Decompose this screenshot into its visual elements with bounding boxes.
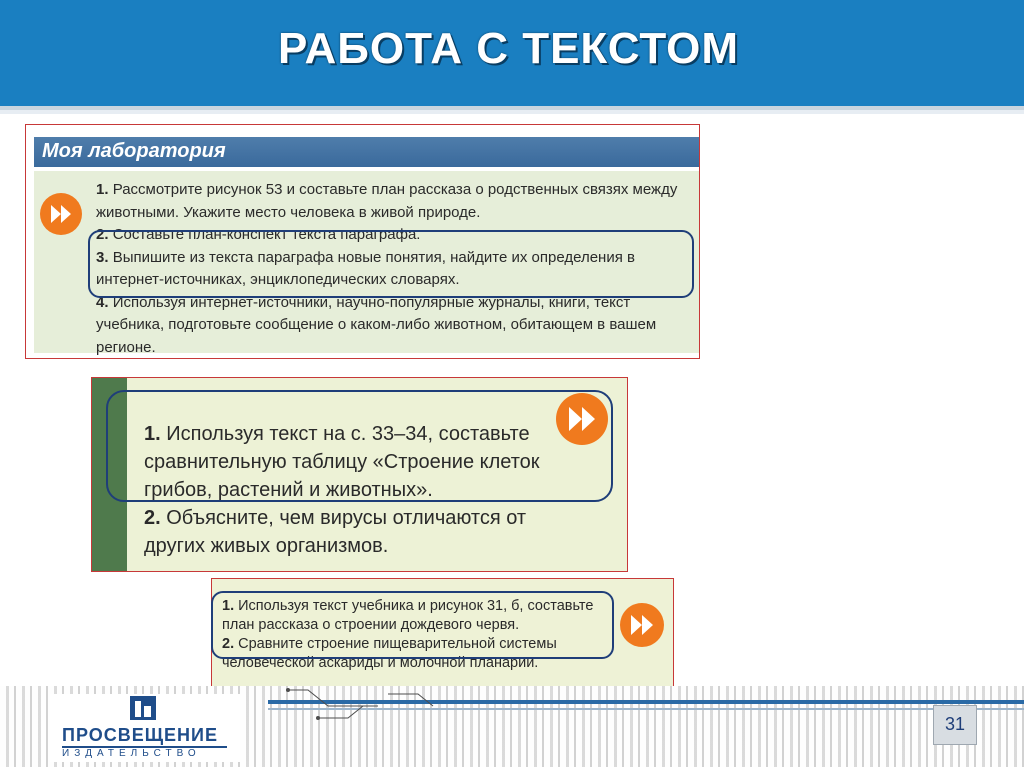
list-item: 1. Используя текст на с. 33–34, составьте сравнительную таблицу «Строение клеток грибов, растений и животных». <box>144 423 540 501</box>
list-item: 3. Выпишите из текста параграфа новые понятия, найдите их определения в интернет-источниках, энциклопедических словарях. <box>96 248 635 288</box>
list-item: 1. Используя текст учебника и рисунок 31, б, составьте план рассказа о строении дождевого червя. <box>222 598 594 633</box>
fast-forward-icon <box>620 603 664 647</box>
list-item: 2. Составьте план-конспект текста параграфа. <box>96 226 421 243</box>
lab-panel-title-bar <box>34 137 699 167</box>
highlight-frame <box>211 591 614 659</box>
header-divider <box>0 110 1024 114</box>
publisher-logo-icon <box>128 694 158 722</box>
highlight-frame <box>106 390 613 502</box>
highlight-frame <box>88 230 694 298</box>
page-number: 31 <box>944 714 966 734</box>
list-item: 1. Рассмотрите рисунок 53 и составьте план рассказа о родственных связях между животными. Укажите место человека в живой природе. <box>96 181 678 221</box>
slide-footer <box>0 686 1024 767</box>
publisher-name: ПРОСВЕЩЕНИЕ <box>62 725 219 745</box>
page-number-badge <box>933 705 977 745</box>
publisher-logo <box>50 694 240 762</box>
publisher-subtitle: ИЗДАТЕЛЬСТВО <box>62 748 201 759</box>
fast-forward-icon <box>40 193 82 235</box>
slide-header <box>0 0 1024 112</box>
lab-panel-title: Моя лаборатория <box>42 140 226 162</box>
list-item: 2. Объясните, чем вирусы отличаются от других живых организмов. <box>144 507 527 557</box>
list-item: 4. Используя интернет-источники, научно-популярные журналы, книги, текст учебника, подготовьте сообщение о каком-либо животном, обитающем в вашем регионе. <box>96 293 657 356</box>
slide-title: РАБОТА С ТЕКСТОМ <box>278 24 740 73</box>
list-item: 2. Сравните строение пищеварительной системы человеческой аскариды и молочной планарии. <box>222 636 557 671</box>
circuit-decoration <box>268 686 1024 726</box>
